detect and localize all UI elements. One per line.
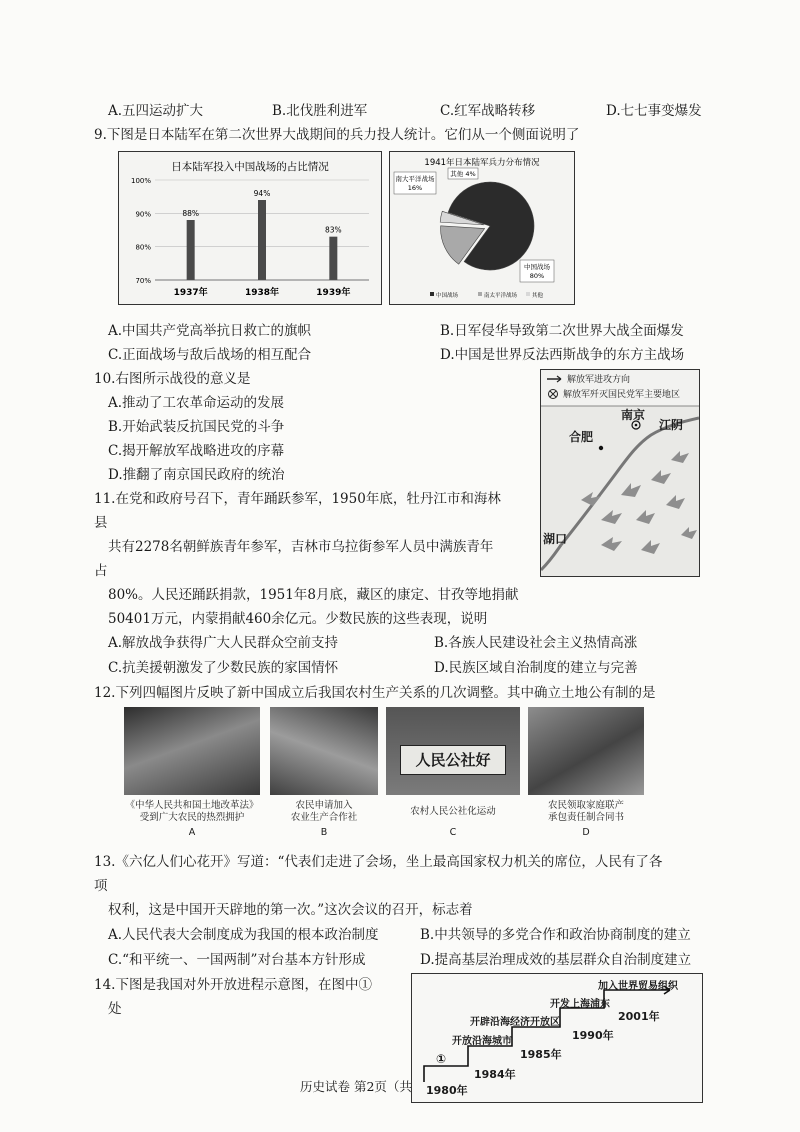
bar-chart [119, 152, 381, 304]
map-place-hukou: 湖口 [543, 532, 568, 546]
q12-stem: 12.下列四幅图片反映了新中国成立后我国农村生产关系的几次调整。其中确立土地公有制的是 [94, 685, 656, 701]
photo-b-caption-1: 农民申请加入 [295, 800, 353, 811]
pie-chart-panel [389, 151, 575, 305]
q10-option-b: B.开始武装反抗国民党的斗争 [108, 419, 285, 435]
step-2-label: 开放沿海城市 [452, 1036, 512, 1047]
bar-chart-panel [118, 151, 382, 305]
q13-line-2: 项 [94, 878, 108, 894]
page-footer: 历史试卷 第2页（共 [300, 1079, 412, 1094]
svg-text:南大平洋战场: 南大平洋战场 [395, 175, 435, 183]
advance-arrows [581, 451, 697, 554]
q9-option-c: C.正面战场与敌后战场的相互配合 [108, 347, 312, 363]
photo-c-caption-1: 农村人民公社化运动 [410, 806, 496, 817]
bar-3 [329, 237, 337, 280]
photo-b-caption-2: 农业生产合作社 [290, 812, 358, 823]
q11-option-d: D.民族区域自治制度的建立与完善 [434, 660, 638, 676]
q9-option-b: B.日军侵华导致第二次世界大战全面爆发 [440, 323, 684, 339]
photo-d-letter: D [582, 827, 590, 838]
step-5-year: 2001年 [618, 1010, 660, 1023]
q11-line-6: 50401万元，内蒙捐献460余亿元。少数民族的这些表现，说明 [108, 611, 488, 627]
q8-option-c: C.红军战略转移 [440, 103, 536, 119]
q13-line-3: 权利，这是中国开天辟地的第一次。”这次会议的召开，标志着 [108, 902, 473, 918]
photo-a-caption-2: 受到广大农民的热烈拥护 [139, 812, 245, 823]
y-tick-label: 80% [135, 243, 151, 252]
map-place-nanjing: 南京 [621, 408, 646, 422]
map-place-hefei: 合肥 [569, 430, 594, 444]
step-3-label: 开辟沿海经济开放区 [470, 1017, 560, 1028]
map-legend-advance: 解放军进攻方向 [567, 375, 631, 385]
photo-a-letter: A [188, 827, 196, 838]
q9-option-d: D.中国是世界反法西斯战争的东方主战场 [440, 347, 685, 363]
q11-line-1: 11.在党和政府号召下，青年踊跃参军，1950年底，牡丹江市和海林 [94, 491, 501, 507]
q14-line-1: 14.下图是我国对外开放进程示意图，在图中① [94, 977, 372, 993]
legend-entry: 其他 [532, 293, 544, 299]
q8-option-d: D.七七事变爆发 [606, 103, 702, 119]
bar-1 [187, 220, 195, 280]
bar-data-label: 83% [324, 225, 342, 235]
q11-line-2: 县 [94, 515, 108, 531]
x-tick-label: 1939年 [316, 288, 351, 298]
bar-2 [258, 200, 266, 280]
x-tick-label: 1938年 [244, 288, 280, 298]
q13-option-d: D.提高基层治理成效的基层群众自治制度建立 [420, 952, 692, 968]
y-tick-label: 70% [135, 277, 151, 285]
q10-stem: 10.右图所示战役的意义是 [94, 371, 251, 387]
q11-line-4: 占 [94, 563, 108, 579]
q9-option-a: A.中国共产党高举抗日救亡的旗帜 [108, 323, 312, 339]
svg-text:80%: 80% [529, 272, 545, 280]
q13-line-1: 13.《六亿人们心花开》写道：“代表们走进了会场，坐上最高国家权力机关的席位，人民有了各 [94, 854, 663, 870]
bar-data-label: 88% [182, 209, 200, 218]
bar-data-label: 94% [253, 189, 271, 198]
pie-label-other [450, 169, 475, 178]
map-legend-annihilation: 解放军歼灭国民党军主要地区 [563, 390, 681, 400]
y-tick-label: 90% [135, 210, 151, 219]
photo-d-contract [528, 707, 644, 795]
q10-option-a: A.推动了工农革命运动的发展 [108, 395, 285, 411]
x-tick-label: 1937年 [173, 288, 208, 298]
legend-swatch [526, 292, 530, 296]
photo-d-caption-1: 农民领取家庭联产 [547, 800, 624, 811]
photo-c-commune [386, 707, 520, 795]
q11-line-3: 共有2278名朝鲜族青年参军，吉林市乌拉街参军人员中满族青年 [108, 539, 494, 555]
q8-option-b: B.北伐胜利进军 [272, 103, 368, 119]
step-4-year: 1990年 [572, 1029, 614, 1042]
q11-option-c: C.抗美援朝激发了少数民族的家国情怀 [108, 660, 339, 676]
q8-option-a: A.五四运动扩大 [108, 103, 204, 119]
step-1-blank: ① [436, 1052, 447, 1066]
bar-chart-title: 日本陆军投入中国战场的占比情况 [171, 161, 329, 173]
step-5-label: 加入世界贸易组织 [598, 981, 678, 992]
y-tick-label: 100% [130, 177, 151, 185]
map-place-jiangyin: 江阴 [659, 418, 684, 432]
photo-b-letter: B [320, 827, 328, 838]
step-3-year: 1985年 [520, 1048, 562, 1061]
step-2-year: 1984年 [474, 1068, 516, 1081]
step-4-label: 开发上海浦东 [550, 999, 610, 1010]
legend-entry: 南太平洋战场 [484, 293, 518, 299]
q10-option-d: D.推翻了南京国民政府的统治 [108, 467, 285, 483]
photo-b-cooperative [270, 707, 378, 795]
q13-option-b: B.中共领导的多党合作和政治协商制度的建立 [420, 927, 691, 943]
q10-option-c: C.揭开解放军战略进攻的序幕 [108, 443, 285, 459]
people-commune-banner: 人民公社好 [400, 745, 506, 775]
svg-text:其他 4%: 其他 4% [450, 170, 476, 178]
photo-c-letter: C [449, 827, 457, 838]
legend-entry: 中国战场 [436, 293, 459, 299]
pie-chart-title: 1941年日本陆军兵力分布情况 [424, 158, 540, 168]
q11-option-b: B.各族人民建设社会主义热情高涨 [434, 635, 638, 651]
legend-swatch [430, 292, 434, 296]
svg-text:16%: 16% [407, 184, 423, 192]
opening-up-diagram [411, 973, 703, 1103]
q11-option-a: A.解放战争获得广大人民群众空前支持 [108, 635, 339, 651]
photo-a-caption-1: 《中华人民共和国土地改革法》 [125, 800, 259, 811]
pie-chart [390, 152, 574, 304]
q9-stem: 9.下图是日本陆军在第二次世界大战期间的兵力投人统计。它们从一个侧面说明了 [94, 127, 580, 143]
svg-text:中国战场: 中国战场 [524, 263, 550, 271]
legend-swatch [478, 292, 482, 296]
photo-d-caption-2: 承包责任制合同书 [547, 812, 624, 823]
q13-option-c: C.“和平统一、一国两制”对台基本方针形成 [108, 952, 366, 968]
battle-map [540, 369, 700, 577]
q13-option-a: A.人民代表大会制度成为我国的根本政治制度 [108, 927, 379, 943]
photo-a-land-reform [124, 707, 260, 795]
q11-line-5: 80%。人民还踊跃捐款，1951年8月底，藏区的康定、甘孜等地捐献 [108, 587, 519, 603]
q14-line-2: 处 [108, 1001, 122, 1017]
step-1-year: 1980年 [426, 1084, 468, 1097]
